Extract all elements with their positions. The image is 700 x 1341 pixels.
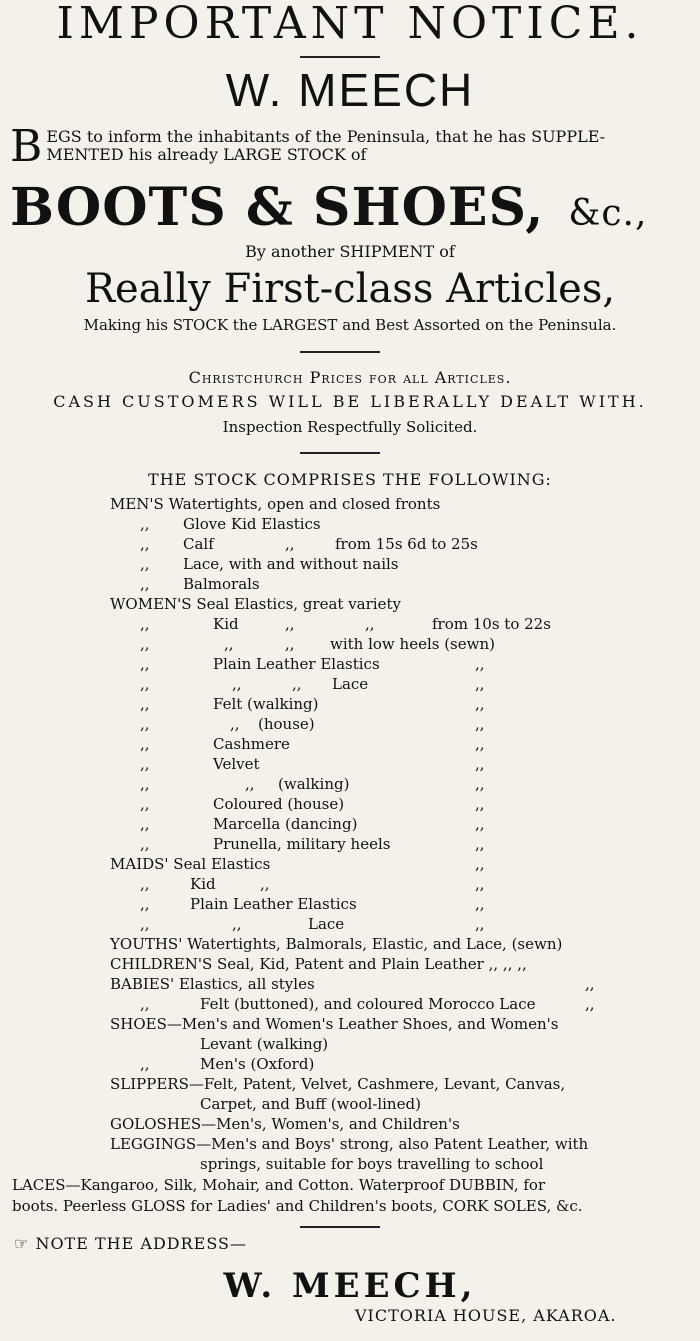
stock-text: Cashmere xyxy=(213,735,290,753)
stock-row xyxy=(0,794,700,814)
stock-row xyxy=(0,634,700,654)
stock-row xyxy=(0,934,700,954)
ditto-mark: ,, xyxy=(140,535,150,553)
ditto-mark: ,, xyxy=(292,675,302,693)
ditto-mark: ,, xyxy=(285,615,295,633)
stock-row xyxy=(0,714,700,734)
stock-text: springs, suitable for boys travelling to school xyxy=(200,1155,544,1173)
stock-text: Lace xyxy=(308,915,345,933)
inspection-line: Inspection Respectfully Solicited. xyxy=(222,418,478,436)
address-location: VICTORIA HOUSE, AKAROA. xyxy=(355,1306,617,1325)
stock-row xyxy=(0,1114,700,1134)
stock-text: with low heels (sewn) xyxy=(330,635,495,653)
ditto-mark: ,, xyxy=(475,855,485,873)
ditto-mark: ,, xyxy=(260,875,270,893)
stock-text: Calf xyxy=(183,535,214,553)
ditto-mark: ,, xyxy=(140,895,150,913)
stock-row xyxy=(0,594,700,614)
stock-text: Balmorals xyxy=(183,575,260,593)
ditto-mark: ,, xyxy=(140,815,150,833)
ditto-mark: ,, xyxy=(475,715,485,733)
ditto-mark: ,, xyxy=(475,755,485,773)
prices-line: Christchurch Prices for all Articles. xyxy=(188,368,512,387)
stock-text: GOLOSHES—Men's, Women's, and Children's xyxy=(110,1115,460,1133)
boots-shoes-headline xyxy=(10,176,700,246)
stock-text: Carpet, and Buff (wool-lined) xyxy=(200,1095,421,1113)
intro-paragraph xyxy=(10,121,700,172)
stock-text: SLIPPERS—Felt, Patent, Velvet, Cashmere, Levant, Canvas, xyxy=(110,1075,566,1093)
stock-text: MEN'S Watertights, open and closed fronts xyxy=(110,495,441,513)
stock-text: Velvet xyxy=(213,755,260,773)
stock-row xyxy=(0,974,700,994)
stock-row xyxy=(0,534,700,554)
ditto-mark: ,, xyxy=(140,655,150,673)
ditto-mark: ,, xyxy=(475,675,485,693)
stock-row xyxy=(0,1014,700,1034)
ditto-mark: ,, xyxy=(140,755,150,773)
stock-row xyxy=(0,614,700,634)
stock-row xyxy=(0,494,700,514)
divider-rule xyxy=(300,452,380,454)
ditto-mark: ,, xyxy=(140,915,150,933)
stock-text: Felt (buttoned), and coloured Morocco Lace xyxy=(200,995,536,1013)
ditto-mark: ,, xyxy=(140,555,150,573)
stock-text: MAIDS' Seal Elastics xyxy=(110,855,271,873)
stock-text: Marcella (dancing) xyxy=(213,815,358,833)
ditto-mark: ,, xyxy=(475,875,485,893)
merchant-signature: W. MEECH, xyxy=(223,1266,477,1306)
ditto-mark: ,, xyxy=(140,635,150,653)
stock-heading: THE STOCK COMPRISES THE FOLLOWING: xyxy=(148,470,552,489)
notice-heading: IMPORTANT NOTICE. xyxy=(56,0,644,49)
ditto-mark: ,, xyxy=(585,975,595,993)
divider-rule xyxy=(300,56,380,58)
ditto-mark: ,, xyxy=(245,775,255,793)
stock-text: from 15s 6d to 25s xyxy=(335,535,478,553)
ditto-mark: ,, xyxy=(475,835,485,853)
stock-row xyxy=(0,554,700,574)
stock-text: LEGGINGS—Men's and Boys' strong, also Patent Leather, with xyxy=(110,1135,589,1153)
ditto-mark: ,, xyxy=(285,635,295,653)
stock-row xyxy=(0,514,700,534)
stock-text: BABIES' Elastics, all styles xyxy=(110,975,315,993)
stock-row xyxy=(0,834,700,854)
stock-text: (house) xyxy=(258,715,315,733)
intro-line-1: EGS to inform the inhabitants of the Peninsula, that he has SUPPLE- xyxy=(46,127,606,146)
stock-row xyxy=(0,914,700,934)
tagline: Really First-class Articles, xyxy=(84,266,616,312)
ditto-mark: ,, xyxy=(475,815,485,833)
laces-paragraph xyxy=(12,1175,692,1217)
stock-text: Lace, with and without nails xyxy=(183,555,399,573)
ditto-mark: ,, xyxy=(475,795,485,813)
ditto-mark: ,, xyxy=(475,775,485,793)
stock-row xyxy=(0,574,700,594)
stock-row xyxy=(0,1134,700,1154)
stock-row xyxy=(0,674,700,694)
stock-text: Kid xyxy=(213,615,239,633)
stock-text: Lace xyxy=(332,675,369,693)
pointing-hand-icon: ☞ xyxy=(14,1234,30,1253)
ditto-mark: ,, xyxy=(140,675,150,693)
ditto-mark: ,, xyxy=(285,535,295,553)
ditto-mark: ,, xyxy=(140,775,150,793)
cash-customers-line: CASH CUSTOMERS WILL BE LIBERALLY DEALT WITH. xyxy=(53,392,647,411)
stock-row xyxy=(0,1154,700,1174)
ditto-mark: ,, xyxy=(475,895,485,913)
divider-rule xyxy=(300,1226,380,1228)
stock-text: Felt (walking) xyxy=(213,695,319,713)
making-line: Making his STOCK the LARGEST and Best Assorted on the Peninsula. xyxy=(83,316,617,334)
merchant-name-heading: W. MEECH xyxy=(225,64,475,116)
ditto-mark: ,, xyxy=(140,995,150,1013)
intro-line-2: MENTED his already LARGE STOCK of xyxy=(46,145,367,164)
stock-row xyxy=(0,774,700,794)
laces-line-2: boots. Peerless GLOSS for Ladies' and Children's boots, CORK SOLES, &c. xyxy=(12,1197,583,1215)
ditto-mark: ,, xyxy=(140,735,150,753)
stock-text: Levant (walking) xyxy=(200,1035,329,1053)
intro-dropcap: B xyxy=(10,121,43,172)
ditto-mark: ,, xyxy=(140,835,150,853)
stock-row xyxy=(0,874,700,894)
ditto-mark: ,, xyxy=(365,615,375,633)
stock-row xyxy=(0,1074,700,1094)
stock-text: (walking) xyxy=(278,775,350,793)
stock-row xyxy=(0,754,700,774)
stock-row xyxy=(0,1094,700,1114)
stock-text: Men's (Oxford) xyxy=(200,1055,315,1073)
stock-row xyxy=(0,734,700,754)
stock-row xyxy=(0,894,700,914)
stock-row xyxy=(0,814,700,834)
stock-text: Coloured (house) xyxy=(213,795,345,813)
shipment-line: By another SHIPMENT of xyxy=(245,242,455,261)
address-note xyxy=(14,1234,247,1253)
ditto-mark: ,, xyxy=(475,915,485,933)
stock-text: WOMEN'S Seal Elastics, great variety xyxy=(110,595,401,613)
stock-row xyxy=(0,994,700,1014)
stock-text: Plain Leather Elastics xyxy=(213,655,380,673)
ditto-mark: ,, xyxy=(140,1055,150,1073)
stock-text: YOUTHS' Watertights, Balmorals, Elastic, and Lace, (sewn) xyxy=(110,935,563,953)
ditto-mark: ,, xyxy=(232,675,242,693)
ditto-mark: ,, xyxy=(232,915,242,933)
stock-row xyxy=(0,954,700,974)
ditto-mark: ,, xyxy=(140,695,150,713)
ditto-mark: ,, xyxy=(224,635,234,653)
ditto-mark: ,, xyxy=(140,795,150,813)
ditto-mark: ,, xyxy=(585,995,595,1013)
stock-text: SHOES—Men's and Women's Leather Shoes, and Women's xyxy=(110,1015,559,1033)
stock-row xyxy=(0,1034,700,1054)
divider-rule xyxy=(300,351,380,353)
ditto-mark: ,, xyxy=(140,875,150,893)
ditto-mark: ,, xyxy=(140,615,150,633)
stock-row xyxy=(0,694,700,714)
ditto-mark: ,, xyxy=(230,715,240,733)
headline-etc: &c., xyxy=(568,193,648,234)
ditto-mark: ,, xyxy=(140,715,150,733)
ditto-mark: ,, xyxy=(140,575,150,593)
stock-row xyxy=(0,854,700,874)
ditto-mark: ,, xyxy=(475,735,485,753)
stock-text: Plain Leather Elastics xyxy=(190,895,357,913)
headline-main: BOOTS & SHOES, xyxy=(10,177,545,238)
laces-line-1: LACES—Kangaroo, Silk, Mohair, and Cotton. Waterproof DUBBIN, for xyxy=(12,1176,546,1194)
ditto-mark: ,, xyxy=(475,655,485,673)
stock-text: Kid xyxy=(190,875,216,893)
stock-text: from 10s to 22s xyxy=(432,615,551,633)
stock-row xyxy=(0,1054,700,1074)
stock-row xyxy=(0,654,700,674)
stock-text: CHILDREN'S Seal, Kid, Patent and Plain Leather ,, ,, ,, xyxy=(110,955,527,973)
ditto-mark: ,, xyxy=(140,515,150,533)
stock-text: Glove Kid Elastics xyxy=(183,515,321,533)
address-note-text: NOTE THE ADDRESS— xyxy=(35,1234,247,1253)
stock-text: Prunella, military heels xyxy=(213,835,391,853)
ditto-mark: ,, xyxy=(475,695,485,713)
